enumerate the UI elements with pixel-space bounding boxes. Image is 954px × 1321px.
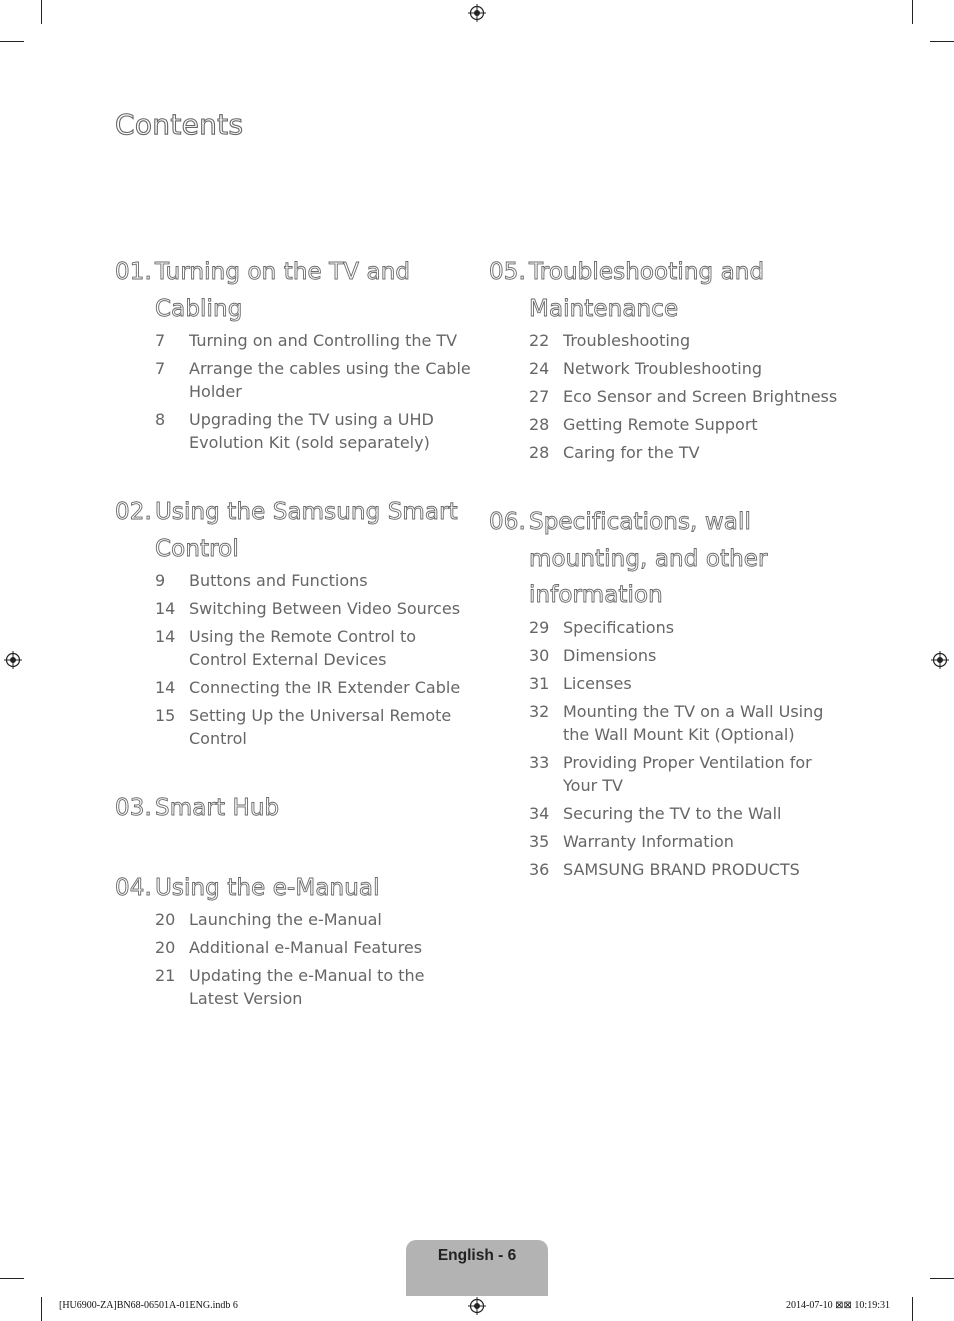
entry-title: Licenses — [563, 673, 632, 693]
entry-page-number: 7 — [155, 331, 166, 350]
page-title: Contents — [115, 108, 244, 141]
entry-title: Warranty Information — [563, 831, 734, 851]
toc-entry[interactable] — [529, 830, 849, 853]
entry-title: Switching Between Video Sources — [189, 599, 461, 618]
crop-mark-bottom-left-h — [0, 1278, 24, 1279]
registration-mark-right-icon — [931, 651, 949, 669]
entry-list — [115, 908, 475, 1010]
section-number: 03. — [115, 795, 152, 821]
section-heading — [115, 494, 475, 567]
section-number: 02. — [115, 499, 152, 525]
entry-list — [489, 616, 849, 881]
toc-entry[interactable] — [529, 616, 849, 639]
page-number-tab: English - 6 — [406, 1240, 548, 1296]
entry-title: Connecting the IR Extender Cable — [189, 678, 461, 697]
entry-page-number: 8 — [155, 410, 166, 429]
section-05 — [489, 254, 849, 464]
entry-title: Mounting the TV on a Wall Using the Wall Mount Kit (Optional) — [563, 701, 824, 744]
entry-title: Buttons and Functions — [189, 571, 368, 590]
entry-list — [115, 329, 475, 454]
entry-page-number: 21 — [155, 966, 176, 985]
toc-entry[interactable] — [155, 625, 475, 671]
entry-page-number: 33 — [529, 752, 550, 772]
toc-entry[interactable] — [529, 802, 849, 825]
toc-entry[interactable] — [529, 329, 849, 352]
section-title: Using the Samsung Smart Control — [155, 499, 458, 562]
entry-page-number: 34 — [529, 803, 550, 823]
toc-entry[interactable] — [155, 597, 475, 620]
toc-entry[interactable] — [155, 676, 475, 699]
registration-mark-top-icon — [468, 4, 486, 22]
entry-title: Providing Proper Ventilation for Your TV — [563, 752, 812, 795]
toc-entry[interactable] — [529, 357, 849, 380]
entry-page-number: 28 — [529, 443, 550, 462]
registration-mark-bottom-icon — [468, 1297, 486, 1315]
section-04 — [115, 870, 475, 1011]
entry-title: Securing the TV to the Wall — [563, 803, 782, 823]
section-heading — [489, 504, 849, 614]
entry-title: Network Troubleshooting — [563, 359, 762, 378]
section-title: Specifications, wall mounting, and other information — [529, 509, 768, 608]
entry-page-number: 14 — [155, 678, 176, 697]
entry-title: Eco Sensor and Screen Brightness — [563, 387, 838, 406]
section-02 — [115, 494, 475, 750]
entry-title: Setting Up the Universal Remote Control — [189, 706, 452, 748]
crop-mark-bottom-right-h — [930, 1278, 954, 1279]
print-file-info: [HU6900-ZA]BN68-06501A-01ENG.indb 6 — [59, 1300, 238, 1311]
section-heading — [115, 790, 475, 827]
section-number: 06. — [489, 509, 526, 535]
registration-mark-left-icon — [4, 651, 22, 669]
toc-entry[interactable] — [529, 751, 849, 797]
toc-entry[interactable] — [155, 408, 475, 454]
toc-entry[interactable] — [529, 672, 849, 695]
entry-page-number: 31 — [529, 673, 550, 693]
entry-page-number: 28 — [529, 415, 550, 434]
toc-entry[interactable] — [529, 441, 849, 464]
entry-list — [115, 569, 475, 750]
crop-mark-top-left-h — [0, 41, 24, 42]
toc-entry[interactable] — [155, 936, 475, 959]
section-06 — [489, 504, 849, 881]
entry-page-number: 27 — [529, 387, 550, 406]
entry-page-number: 24 — [529, 359, 550, 378]
right-column — [489, 254, 849, 886]
entry-page-number: 7 — [155, 359, 166, 378]
entry-title: Dimensions — [563, 645, 657, 665]
entry-page-number: 20 — [155, 938, 176, 957]
entry-page-number: 29 — [529, 617, 550, 637]
toc-entry[interactable] — [529, 385, 849, 408]
entry-title: Using the Remote Control to Control External Devices — [189, 627, 417, 669]
section-number: 01. — [115, 259, 152, 285]
entry-title: Caring for the TV — [563, 443, 700, 462]
entry-title: Turning on and Controlling the TV — [189, 331, 458, 350]
toc-entry[interactable] — [529, 858, 849, 881]
toc-entry[interactable] — [529, 644, 849, 667]
section-heading — [489, 254, 849, 327]
crop-mark-top-right-v — [912, 0, 913, 24]
section-title: Smart Hub — [155, 795, 280, 821]
section-heading — [115, 870, 475, 907]
toc-entry[interactable] — [155, 357, 475, 403]
toc-entry[interactable] — [529, 413, 849, 436]
entry-title: Getting Remote Support — [563, 415, 758, 434]
section-number: 04. — [115, 874, 152, 901]
section-heading — [115, 254, 475, 327]
print-timestamp: 2014-07-10 ⊠⊠ 10:19:31 — [786, 1300, 890, 1311]
entry-title: Troubleshooting — [563, 331, 691, 350]
section-03 — [115, 790, 475, 827]
crop-mark-top-left-v — [41, 0, 42, 24]
toc-entry[interactable] — [155, 964, 475, 1010]
entry-title: Arrange the cables using the Cable Holder — [189, 359, 471, 401]
entry-title: Specifications — [563, 617, 675, 637]
left-column — [115, 254, 475, 1015]
entry-page-number: 14 — [155, 599, 176, 618]
entry-page-number: 9 — [155, 571, 166, 590]
entry-title: Launching the e-Manual — [189, 910, 382, 929]
section-01 — [115, 254, 475, 454]
entry-page-number: 35 — [529, 831, 550, 851]
section-title: Turning on the TV and Cabling — [155, 259, 411, 322]
entry-page-number: 14 — [155, 627, 176, 646]
toc-entry[interactable] — [155, 329, 475, 352]
entry-page-number: 22 — [529, 331, 550, 350]
toc-entry[interactable] — [155, 704, 475, 750]
entry-title: Updating the e-Manual to the Latest Version — [189, 966, 425, 1008]
entry-title: Additional e-Manual Features — [189, 938, 423, 957]
section-number: 05. — [489, 259, 526, 285]
entry-page-number: 36 — [529, 859, 550, 879]
entry-page-number: 30 — [529, 645, 550, 665]
crop-mark-bottom-left-v — [41, 1297, 42, 1321]
toc-entry[interactable] — [155, 569, 475, 592]
entry-list — [489, 329, 849, 464]
crop-mark-bottom-right-v — [912, 1297, 913, 1321]
entry-page-number: 15 — [155, 706, 176, 725]
entry-page-number: 32 — [529, 701, 550, 721]
toc-entry[interactable] — [529, 700, 849, 746]
toc-entry[interactable] — [155, 908, 475, 931]
section-title: Troubleshooting and Maintenance — [529, 259, 765, 322]
crop-mark-top-right-h — [930, 41, 954, 42]
entry-title: Upgrading the TV using a UHD Evolution Kit (sold separately) — [189, 410, 434, 452]
section-title: Using the e-Manual — [155, 874, 380, 901]
entry-page-number: 20 — [155, 910, 176, 929]
entry-title: SAMSUNG BRAND PRODUCTS — [563, 859, 800, 879]
